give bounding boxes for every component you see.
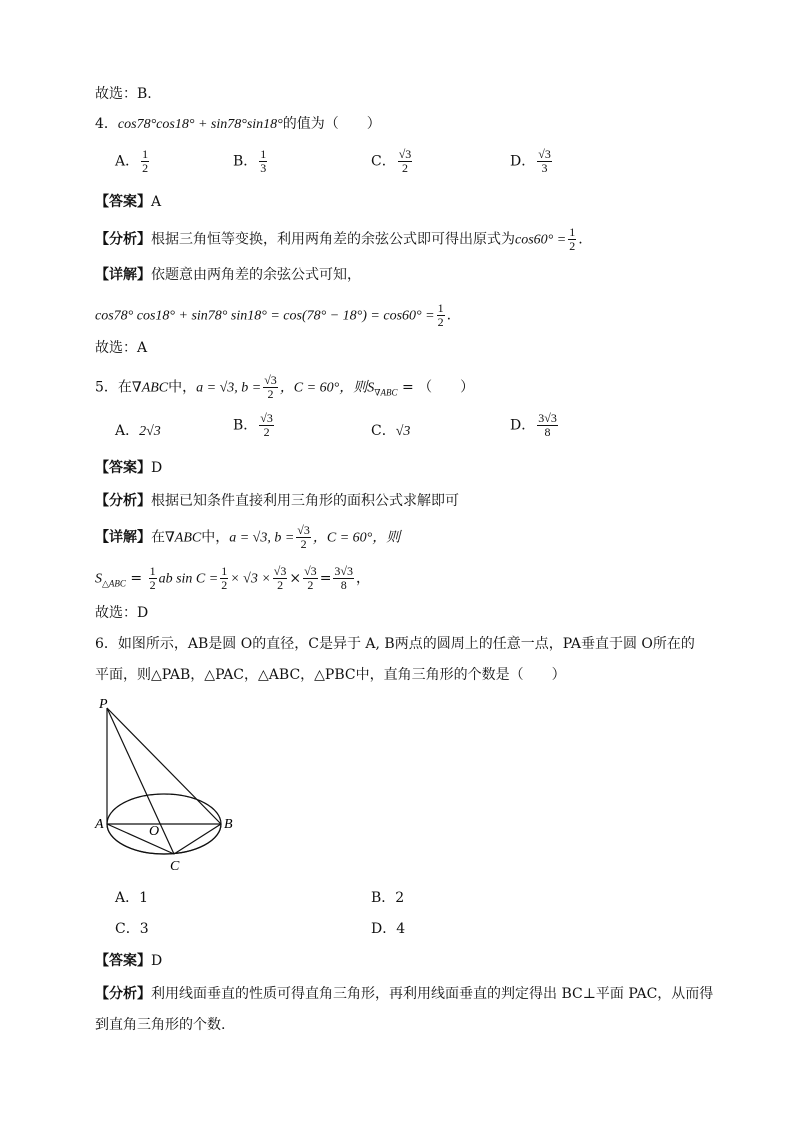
q6-option-a: A．1 — [115, 890, 149, 906]
q5-option-a: A．2√3 — [115, 423, 161, 439]
q5-option-c: C．√3 — [371, 423, 411, 439]
q6-figure — [90, 695, 250, 880]
label-c: C — [170, 859, 180, 874]
detail-tag: 【详解】 — [95, 267, 151, 283]
q4-number: 4． — [95, 116, 118, 132]
q4-answer — [95, 192, 161, 212]
q6-analysis-line2: 到直角三角形的个数. — [95, 1017, 226, 1033]
prev-conclusion: 故选：B. — [95, 86, 152, 102]
q4-stem — [95, 114, 381, 135]
q4-option-b-frac: $\frac{1}{3}$ — [260, 147, 267, 175]
q4-conclusion: 故选：A — [95, 340, 148, 356]
segment-ac — [107, 824, 174, 854]
analysis-tag: 【分析】 — [95, 231, 151, 248]
q5-answer: 【答案】D — [95, 460, 163, 476]
q4-option-d-frac: $\frac{√3}{3}$ — [538, 147, 551, 175]
q4-expression: cos78°cos18° + sin78°sin18° — [117, 117, 283, 132]
q4-option-d: D． $\frac{√3}{3}$ — [510, 147, 551, 175]
segment-pc — [107, 708, 174, 854]
q5-analysis: 【分析】根据已知条件直接利用三角形的面积公式求解即可 — [95, 493, 459, 509]
q6-stem-line1: 6．如图所示，AB是圆 O的直径，C是异于 A, B两点的圆周上的任意一点，PA垂直于圆 O所在的 — [95, 636, 695, 652]
q5-b-frac: $\frac{√3}{2}$ — [264, 373, 277, 401]
q4-detail: 【详解】依题意由两角差的余弦公式可知， — [95, 267, 361, 283]
q6-option-c: C．3 — [115, 921, 149, 937]
label-a: A — [95, 817, 104, 832]
q6-option-d: D．4 — [371, 921, 406, 937]
segment-pb — [107, 708, 221, 824]
answer-tag: 【答案】 — [95, 194, 151, 210]
answer-value: A — [151, 194, 162, 210]
q5-option-d: D． $\frac{3√3}{8}$ — [510, 411, 557, 439]
circle-back-dashed — [107, 794, 221, 824]
q4-option-c: C． $\frac{√3}{2}$ — [371, 147, 412, 175]
q6-option-b: B．2 — [371, 890, 405, 906]
analysis-frac: $\frac{1}{2}$ — [569, 225, 576, 253]
detail-frac: $\frac{1}{2}$ — [437, 301, 444, 329]
q6-stem-line2: 平面，则△PAB，△PAC，△ABC，△PBC中，直角三角形的个数是（ ） — [95, 667, 566, 683]
q4-option-a: A． $\frac{1}{2}$ — [115, 147, 149, 175]
q4-option-b: B． $\frac{1}{3}$ — [233, 147, 267, 175]
q5-option-b: B． $\frac{√3}{2}$ — [233, 411, 273, 439]
q4-option-c-frac: $\frac{√3}{2}$ — [398, 147, 412, 175]
q4-detail-formula: cos78° cos18° + sin78° sin18° = cos(78° − 18°) = cos60° = $\frac{1}{2}$ . — [95, 301, 452, 329]
q5-detail: 【详解】在∇ABC中，a = √3, b = $\frac{√3}{2}$ ，C = 60°，则 — [95, 523, 401, 551]
q5-formula: $S_{\triangle ABC}$ = $\frac{1}{2}$ ab sin C = $\frac{1}{2}$ × √3 × $\frac{√3}{2}$ × $\frac{√3}{2}$ = $\frac{3√3}{8}$ ， — [95, 564, 371, 592]
q6-analysis-line1: 【分析】利用线面垂直的性质可得直角三角形，再利用线面垂直的判定得出 BC⊥平面 PAC，从而得 — [95, 986, 714, 1002]
q4-stem-tail: 的值为（ ） — [282, 116, 381, 132]
q5-stem: 5．在∇ABC中，a = √3, b = $\frac{√3}{2}$ ，C = 60°，则$S_{\nabla ABC}$ = （ ） — [95, 373, 475, 401]
label-b: B — [224, 817, 233, 832]
q6-answer: 【答案】D — [95, 953, 163, 969]
label-p: P — [99, 697, 108, 712]
q5-conclusion: 故选：D — [95, 605, 149, 621]
q4-option-a-frac: $\frac{1}{2}$ — [142, 147, 149, 175]
q4-analysis: 【分析】根据三角恒等变换，利用两角差的余弦公式即可得出原式为cos60° = $\frac{1}{2}$ . — [95, 225, 583, 253]
label-o: O — [149, 824, 160, 839]
